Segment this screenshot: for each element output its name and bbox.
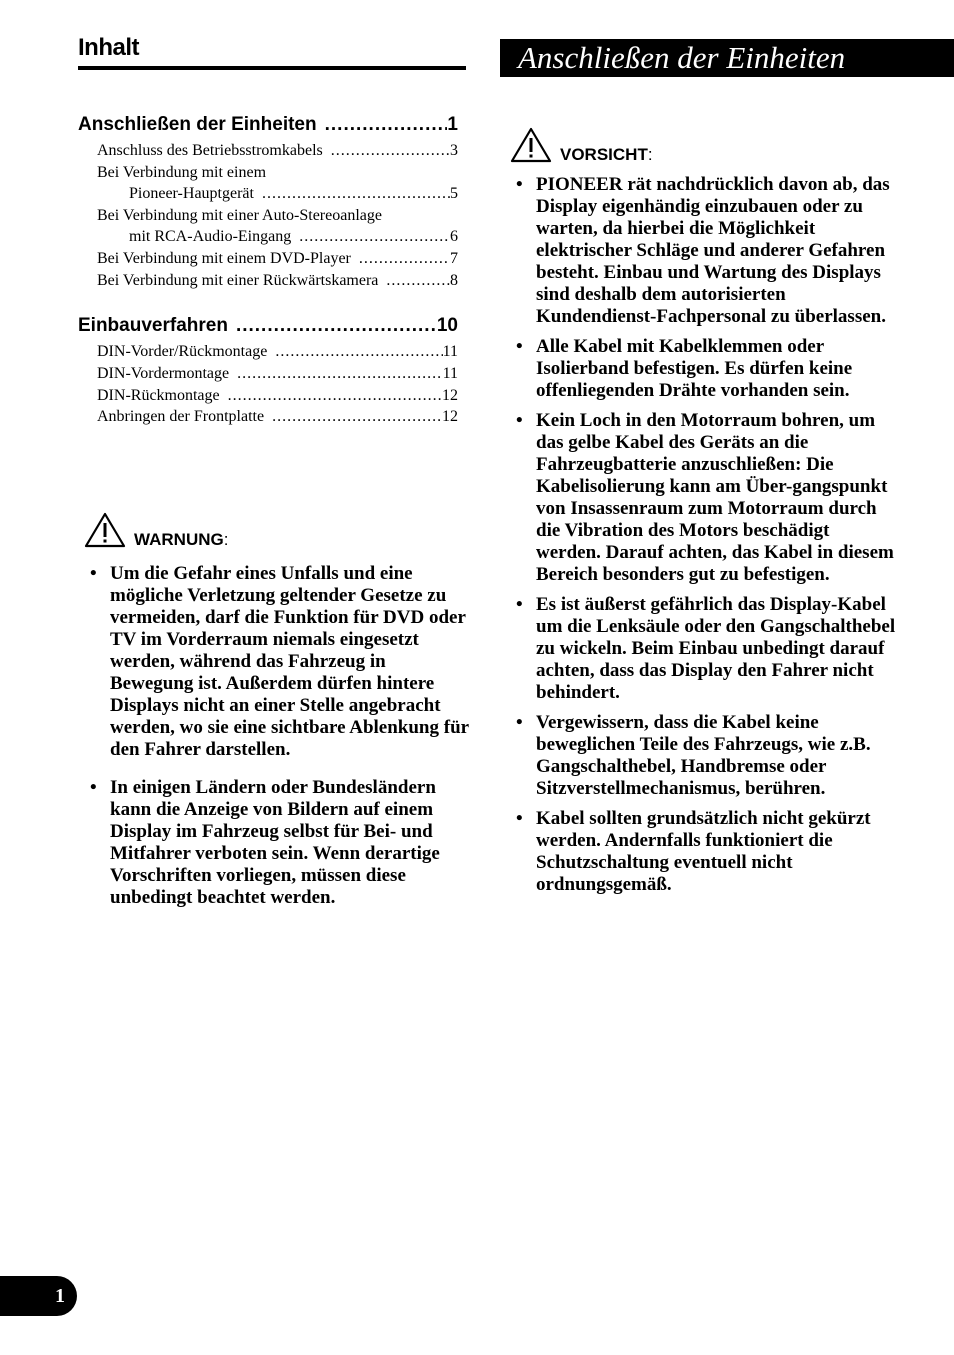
- toc-entry-title: Pioneer-Hauptgerät: [129, 185, 254, 202]
- toc-entry[interactable]: [129, 184, 458, 204]
- toc-divider: [78, 66, 466, 70]
- toc-entry-page: 7: [450, 250, 458, 267]
- page-number-badge: [0, 1276, 77, 1316]
- toc-entry-page: 11: [442, 365, 458, 382]
- warning-label-text: WARNUNG: [134, 530, 224, 549]
- warning-label: [134, 530, 228, 550]
- toc-entry-page: 6: [450, 228, 458, 245]
- warning-item: • Um die Gefahr eines Unfalls und eine mögliche Verletzung geltender Gesetze zu vermeiden, darf die Funktion für DVD oder TV im Vorderraum niemals eingesetzt werden, während das Fahrzeug in Bewegung ist. Außerdem dürfen hintere Displays nicht an einer Stelle angebracht werden, wo sie eine sichtbare Ablenkung für den Fahrer darstellen.: [90, 563, 470, 761]
- warning-label-colon: :: [223, 530, 229, 549]
- warning-list: [90, 563, 470, 909]
- toc-entry[interactable]: [97, 271, 458, 291]
- toc-section-anschliessen[interactable]: [78, 114, 458, 136]
- toc-entry[interactable]: [97, 249, 458, 269]
- toc-leader: [228, 315, 437, 337]
- section-banner-title: Anschließen der Einheiten: [518, 40, 846, 75]
- caution-triangle-icon: [510, 127, 552, 163]
- toc-leader: [323, 141, 450, 161]
- caution-label: [560, 145, 653, 165]
- toc-leader: [267, 342, 442, 362]
- toc-entry-page: 5: [450, 185, 458, 202]
- toc-entry-title: Anbringen der Frontplatte: [97, 408, 265, 425]
- caution-item: • Kein Loch in den Motorraum bohren, um das gelbe Kabel des Geräts an die Fahrzeugbatterie anzuschließen: Die Kabelisolierung kann am Über-gangspunkt von Insassenraum zum Motorraum durch die Vibration des Motors beschädigt werden. Darauf achten, das Kabel in diesem Bereich besonders gut zu befestigen.: [516, 410, 896, 586]
- toc-entry[interactable]: [97, 407, 458, 427]
- toc-section-title: Einbauverfahren: [78, 315, 228, 336]
- toc-entry-page: 12: [442, 387, 458, 404]
- warning-header: [84, 512, 228, 548]
- caution-item: • Vergewissern, dass die Kabel keine beweglichen Teile des Fahrzeugs, wie z.B. Gangschalthebel, Handbremse oder Sitzverstellmechanismus, berühren.: [516, 712, 896, 800]
- toc-leader: [220, 386, 442, 406]
- section-banner: [500, 39, 954, 77]
- toc-title: Inhalt: [78, 34, 139, 61]
- toc-entry[interactable]: [129, 227, 458, 247]
- toc-entry-title: DIN-Vordermontage: [97, 365, 230, 382]
- toc-leader: [291, 227, 450, 247]
- caution-item: • PIONEER rät nachdrücklich davon ab, das Display eigenhändig einzubauen oder zu warten, da hierbei die Möglichkeit elektrischer Schläge und anderer Gefahren besteht. Einbau und Wartung des Displays sind deshalb dem autorisierten Kundendienst-Fachpersonal zu überlassen.: [516, 174, 896, 328]
- toc-entry-page: 12: [442, 408, 458, 425]
- warning-item: • In einigen Ländern oder Bundesländern kann die Anzeige von Bildern auf einem Display im Fahrzeug selbst für Bei- und Mitfahrer verboten sein. Wenn derartige Vorschriften vorliegen, müssen diese unbedingt beachtet werden.: [90, 777, 470, 909]
- toc-leader: [317, 114, 448, 136]
- toc-entry-line[interactable]: Bei Verbindung mit einem: [97, 164, 267, 181]
- caution-item: • Es ist äußerst gefährlich das Display-Kabel um die Lenksäule oder den Gangschalthebel zu wickeln. Beim Einbau unbedingt darauf achten, dass das Display den Fahrer nicht behindert.: [516, 594, 896, 704]
- toc-entry-title: Anschluss des Betriebsstromkabels: [97, 142, 323, 159]
- caution-list: [516, 174, 896, 896]
- toc-entry-title: DIN-Rückmontage: [97, 387, 220, 404]
- toc-entry[interactable]: [97, 141, 458, 161]
- toc-entry-page: 11: [442, 343, 458, 360]
- toc-entry-page: 3: [450, 142, 458, 159]
- caution-header: [510, 127, 653, 163]
- toc-section-page: 1: [447, 114, 458, 135]
- toc-leader: [229, 364, 442, 384]
- toc-entry-title: Bei Verbindung mit einer Rückwärtskamera: [97, 272, 379, 289]
- toc-entry-title: Bei Verbindung mit einem DVD-Player: [97, 250, 351, 267]
- caution-item: • Kabel sollten grundsätzlich nicht gekürzt werden. Andernfalls funktioniert die Schutzschaltung eventuell nicht ordnungsgemäß.: [516, 808, 896, 896]
- toc-entry-line[interactable]: Bei Verbindung mit einer Auto-Stereoanlage: [97, 207, 382, 224]
- toc-leader: [351, 249, 450, 269]
- toc-leader: [254, 184, 450, 204]
- caution-item: • Alle Kabel mit Kabelklemmen oder Isolierband befestigen. Es dürfen keine offenliegenden Drähte vorhanden sein.: [516, 336, 896, 402]
- warning-triangle-icon: [84, 512, 126, 548]
- toc-entry-title: DIN-Vorder/Rückmontage: [97, 343, 268, 360]
- caution-label-text: VORSICHT: [560, 145, 648, 164]
- toc-entry-page: 8: [450, 272, 458, 289]
- toc-leader: [264, 407, 442, 427]
- toc-entry[interactable]: [97, 364, 458, 384]
- toc-leader: [378, 271, 450, 291]
- caution-label-colon: :: [647, 145, 653, 164]
- page-number: 1: [55, 1285, 65, 1307]
- toc-entry-title: mit RCA-Audio-Eingang: [129, 228, 292, 245]
- toc-entry[interactable]: [97, 342, 458, 362]
- toc-section-title: Anschließen der Einheiten: [78, 114, 317, 135]
- toc-entry[interactable]: [97, 386, 458, 406]
- toc-section-page: 10: [436, 315, 458, 336]
- toc-section-einbauverfahren[interactable]: [78, 315, 458, 337]
